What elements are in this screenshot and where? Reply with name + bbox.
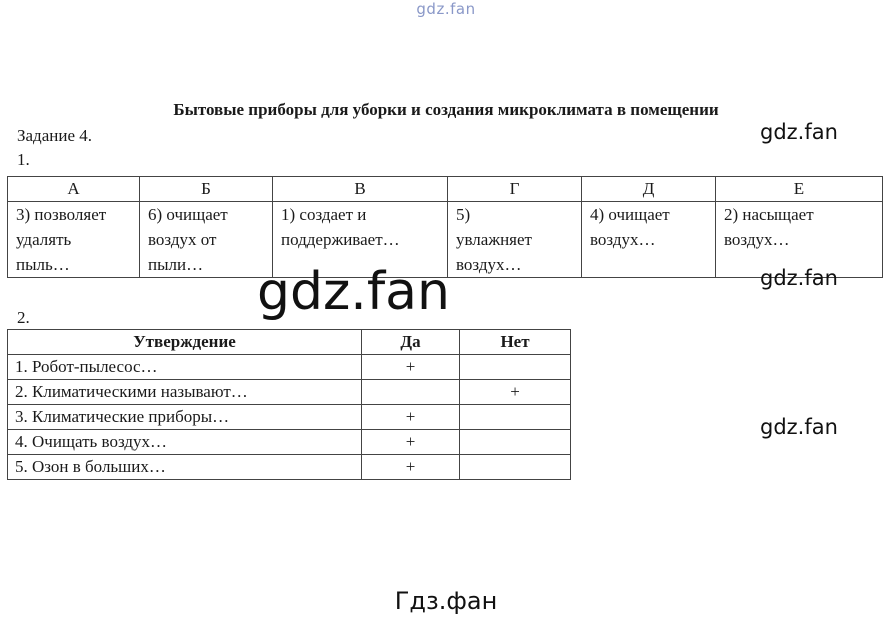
- yes-cell: +: [362, 355, 460, 380]
- no-cell: [460, 355, 571, 380]
- yes-cell: +: [362, 430, 460, 455]
- table1-header-b: Б: [140, 177, 273, 202]
- cell-line: 2) насыщает: [724, 205, 814, 224]
- no-cell: [460, 405, 571, 430]
- watermark-right-2: gdz.fan: [760, 266, 838, 290]
- table1-header-v: В: [273, 177, 448, 202]
- yes-cell: [362, 380, 460, 405]
- table1-header-d: Д: [582, 177, 716, 202]
- cell-line: 1) создает и: [281, 205, 367, 224]
- table2-header-row: [8, 330, 571, 355]
- no-cell: +: [460, 380, 571, 405]
- table1-cell-a: [8, 202, 140, 278]
- yes-cell: +: [362, 455, 460, 480]
- table-row: [8, 455, 571, 480]
- cell-line: 3) позволяет: [16, 205, 107, 224]
- no-cell: [460, 430, 571, 455]
- table-row: [8, 430, 571, 455]
- cell-line: 6) очищает: [148, 205, 228, 224]
- table2-header-no: Нет: [460, 330, 571, 355]
- cell-line: удалять: [16, 230, 72, 249]
- table1-cell-g: [448, 202, 582, 278]
- top-watermark: gdz.fan: [416, 0, 476, 18]
- task-label: Задание 4.: [17, 126, 92, 145]
- table-row: [8, 355, 571, 380]
- cell-line: увлажняет: [456, 230, 532, 249]
- watermark-right-3: gdz.fan: [760, 415, 838, 439]
- statement-cell: 2. Климатическими называют…: [8, 380, 362, 405]
- watermark-center-big: gdz.fan: [257, 262, 450, 322]
- statement-cell: 3. Климатические приборы…: [8, 405, 362, 430]
- section-2-number: 2.: [17, 308, 30, 327]
- table1-cell-b: [140, 202, 273, 278]
- cell-line: воздух…: [590, 230, 656, 249]
- cell-line: воздух…: [724, 230, 790, 249]
- page-title: Бытовые приборы для уборки и создания микроклимата в помещении: [173, 100, 719, 119]
- table1-cell-d: [582, 202, 716, 278]
- table1-header-e: Е: [716, 177, 883, 202]
- table2-header-yes: Да: [362, 330, 460, 355]
- statement-cell: 1. Робот-пылесос…: [8, 355, 362, 380]
- cell-line: воздух от: [148, 230, 217, 249]
- table-row: [8, 405, 571, 430]
- yes-cell: +: [362, 405, 460, 430]
- no-cell: [460, 455, 571, 480]
- cell-line: поддерживает…: [281, 230, 400, 249]
- cell-line: пыль…: [16, 255, 70, 274]
- statement-cell: 5. Озон в больших…: [8, 455, 362, 480]
- watermark-bottom: Гдз.фан: [394, 587, 498, 615]
- watermark-right-1: gdz.fan: [760, 120, 838, 144]
- table1-header-a: А: [8, 177, 140, 202]
- cell-line: 4) очищает: [590, 205, 670, 224]
- section-1-number: 1.: [17, 150, 30, 169]
- statement-cell: 4. Очищать воздух…: [8, 430, 362, 455]
- table1-header-g: Г: [448, 177, 582, 202]
- cell-line: воздух…: [456, 255, 522, 274]
- table2-header-statement: Утверждение: [8, 330, 362, 355]
- table1-header-row: [8, 177, 883, 202]
- answer-table-2: [7, 329, 571, 480]
- cell-line: пыли…: [148, 255, 204, 274]
- table-row: [8, 380, 571, 405]
- cell-line: 5): [456, 205, 471, 224]
